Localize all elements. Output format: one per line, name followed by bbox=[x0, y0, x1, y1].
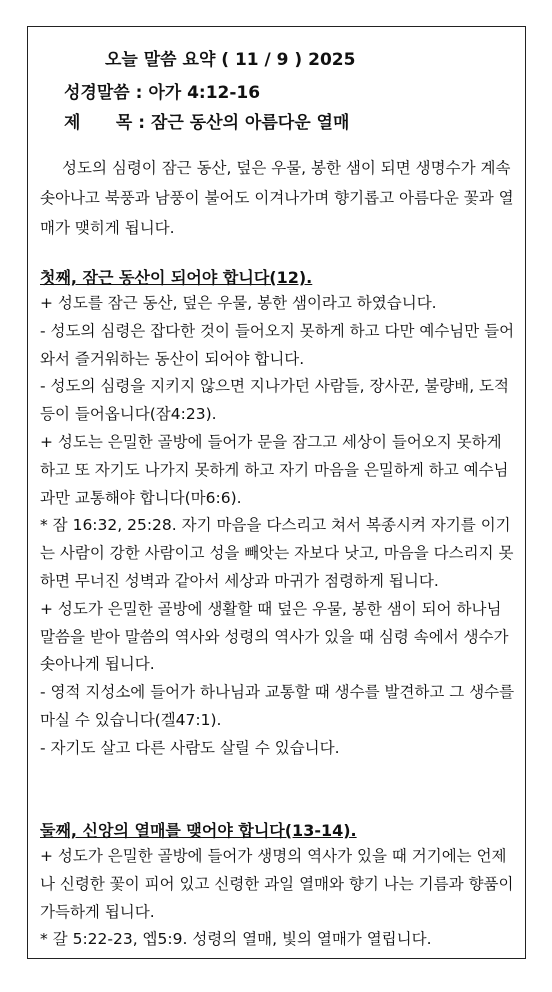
section-1-line: - 성도의 심령을 지키지 않으면 지나가던 사람들, 장사꾼, 불량배, 도적 등이 들어옵니다(잠4:23). bbox=[40, 377, 509, 424]
section-1-line: - 자기도 살고 다른 사람도 살릴 수 있습니다. bbox=[40, 738, 340, 757]
section-1-heading: 첫째, 잠근 동산이 되어야 합니다(12). bbox=[40, 268, 313, 287]
section-2-line: + 성도가 은밀한 골방에 들어가 생명의 역사가 있을 때 거기에는 언제나 신령한 꽃이 피어 있고 신령한 과일 열매와 향기 나는 기름과 향품이 가득하게 됩니다. bbox=[40, 847, 514, 921]
section-1-line: + 성도가 은밀한 골방에 생활할 때 덮은 우물, 봉한 샘이 되어 하나님 말씀을 받아 말씀의 역사와 성령의 역사가 있을 때 심령 속에서 생수가 솟아나게 됩니다. bbox=[40, 599, 509, 674]
section-1-line: + 성도를 잠근 동산, 덮은 우물, 봉한 샘이라고 하였습니다. bbox=[40, 294, 437, 312]
section-1-line: - 성도의 심령은 잡다한 것이 들어오지 못하게 하고 다만 예수님만 들어와서 즐거워하는 동산이 되어야 합니다. bbox=[40, 321, 515, 368]
sermon-subject: 제 목 : 잠근 동산의 아름다운 열매 bbox=[64, 113, 350, 133]
section-2-heading: 둘째, 신앙의 열매를 맺어야 합니다(13-14). bbox=[40, 821, 357, 840]
section-1-line: * 잠 16:32, 25:28. 자기 마음을 다스리고 쳐서 복종시켜 자기를 이기는 사람이 강한 사람이고 성을 빼앗는 자보다 낫고, 마음을 다스리지 못하면 무너진 성벽과 같아서 세상과 마귀가 점령하게 됩니다. bbox=[40, 516, 514, 590]
section-2-line: * 갈 5:22-23, 엡5:9. 성령의 열매, 빛의 열매가 열립니다. bbox=[40, 930, 432, 949]
document-title: 오늘 말씀 요약 ( 11 / 9 ) 2025 bbox=[105, 50, 356, 70]
section-1-line: - 영적 지성소에 들어가 하나님과 교통할 때 생수를 발견하고 그 생수를 마실 수 있습니다(겔47:1). bbox=[40, 683, 515, 729]
section-1-line: + 성도는 은밀한 골방에 들어가 문을 잠그고 세상이 들어오지 못하게 하고 또 자기도 나가지 못하게 하고 자기 마음을 은밀하게 하고 예수님과만 교통해야 합니다(마6:6). bbox=[40, 432, 509, 507]
section-1-body bbox=[40, 290, 518, 763]
scripture-reference: 성경말씀 : 아가 4:12-16 bbox=[64, 83, 261, 103]
intro-paragraph: 성도의 심령이 잠근 동산, 덮은 우물, 봉한 샘이 되면 생명수가 계속 솟아나고 북풍과 남풍이 불어도 이겨나가며 향기롭고 아름다운 꽃과 열매가 맺히게 됩니다. bbox=[40, 159, 514, 237]
section-2-body bbox=[40, 843, 518, 954]
